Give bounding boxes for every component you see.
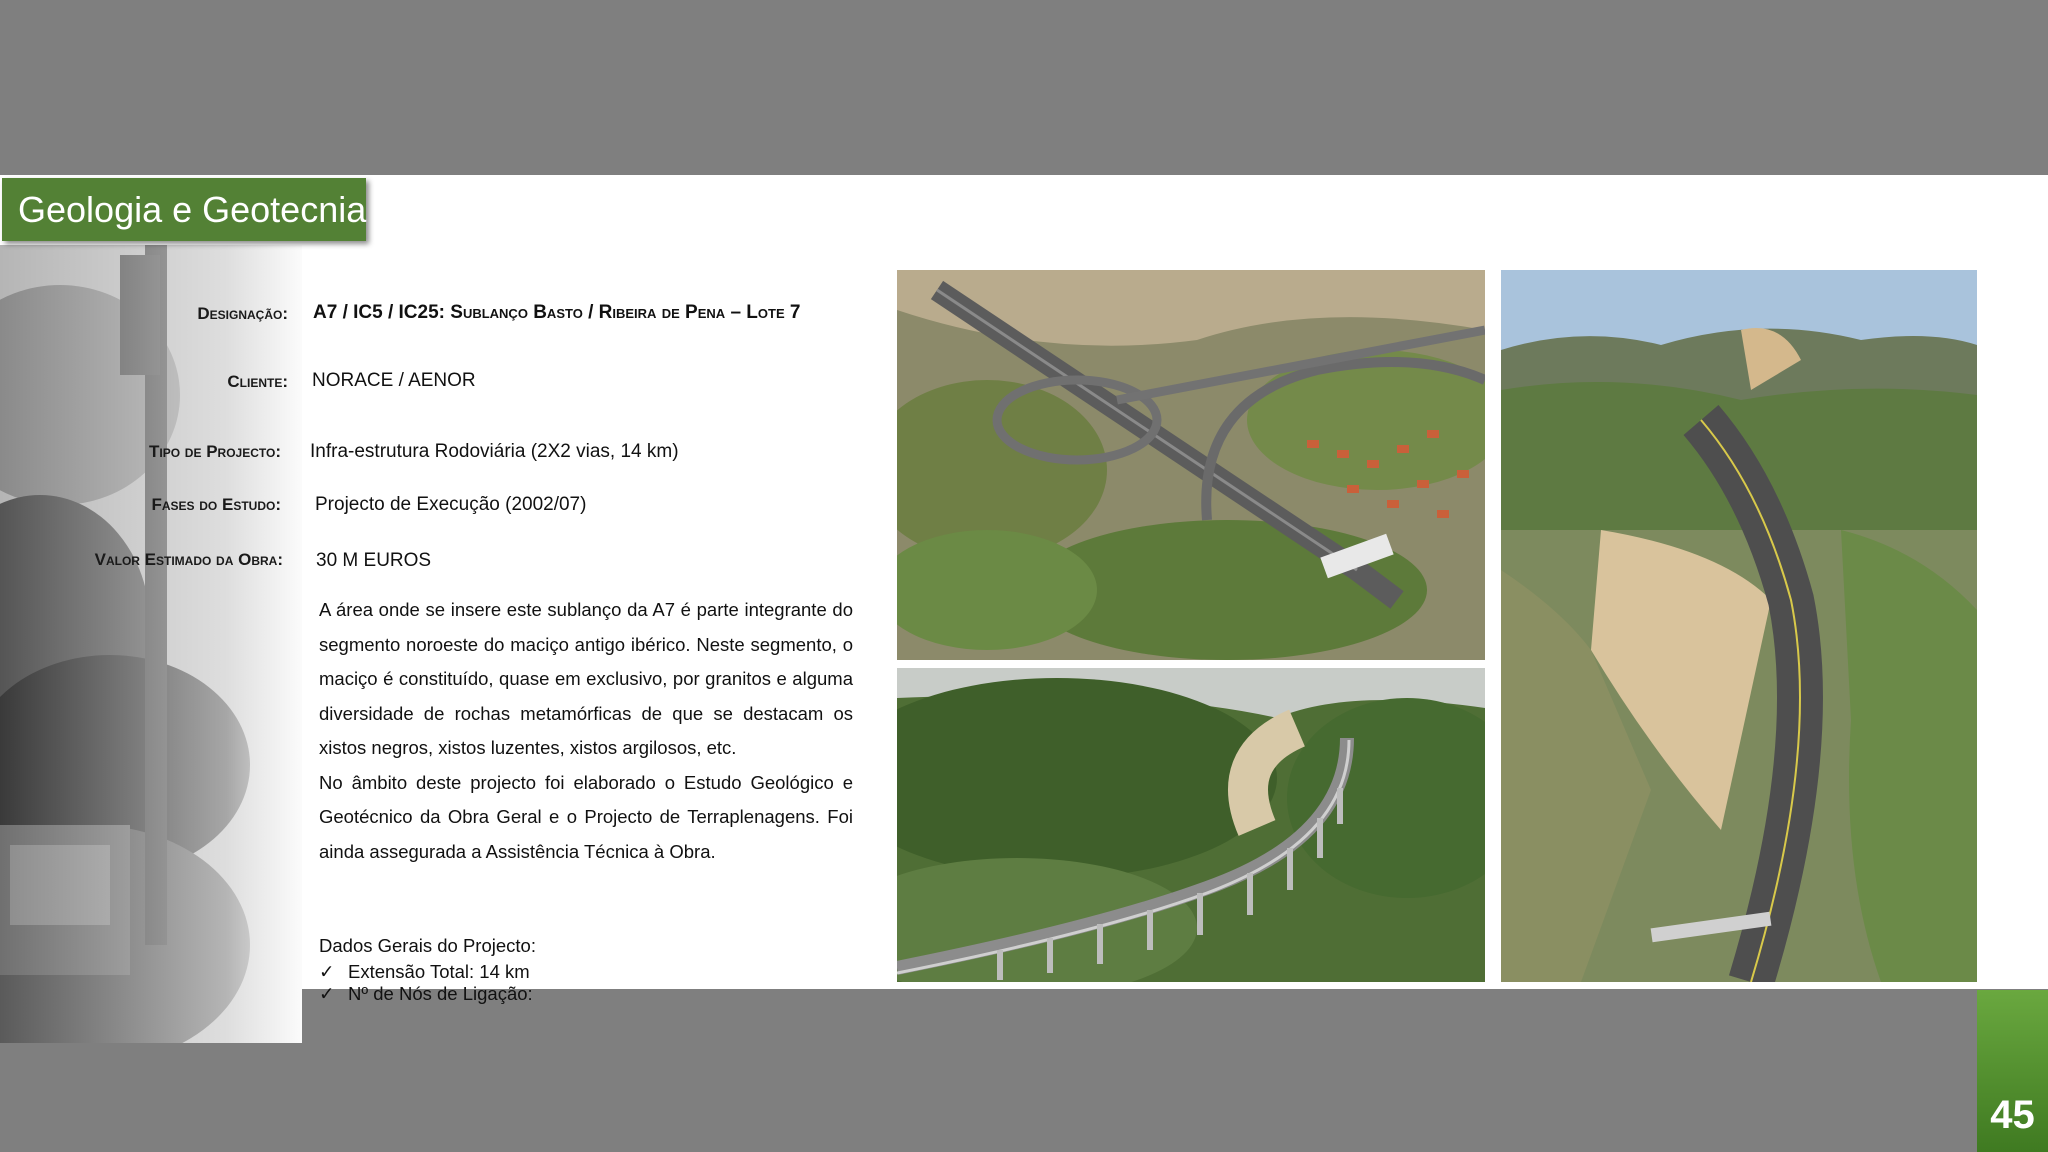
- field-value-tipo-projecto: Infra-estrutura Rodoviária (2X2 vias, 14 km): [310, 441, 679, 462]
- field-label-designacao: Designação:: [197, 304, 288, 323]
- highway-cut-slope-photo: [1501, 270, 1977, 982]
- viaduct-forest-photo: [897, 668, 1485, 982]
- field-label-fases-estudo: Fases do Estudo:: [151, 495, 281, 514]
- project-data-list: [319, 935, 536, 1005]
- field-value-cliente: NORACE / AENOR: [312, 370, 476, 391]
- project-description: [319, 593, 853, 869]
- list-item-text: Nº de Nós de Ligação:: [348, 983, 533, 1004]
- list-heading: Dados Gerais do Projecto:: [319, 935, 536, 956]
- check-icon: ✓: [319, 983, 335, 1004]
- field-value-fases-estudo: Projecto de Execução (2002/07): [315, 494, 587, 515]
- description-paragraph-1: A área onde se insere este sublanço da A7 é parte integrante do segmento noroeste do maciço antigo ibérico. Neste segmento, o maciço é constituído, quase em exclusivo, por granitos e alguma diversidade de rochas metamórficas de que se destacam os xistos negros, xistos luzentes, xistos argilosos, etc.: [319, 599, 853, 758]
- field-label-valor-obra: Valor Estimado da Obra:: [94, 550, 283, 569]
- description-paragraph-2: No âmbito deste projecto foi elaborado o Estudo Geológico e Geotécnico da Obra Geral e o Projecto de Terraplenagens. Foi ainda assegurada a Assistência Técnica à Obra.: [319, 771, 853, 862]
- interchange-aerial-photo: [897, 270, 1485, 660]
- list-item: [319, 961, 536, 983]
- field-label-cliente: Cliente:: [227, 372, 288, 391]
- field-value-designacao: A7 / IC5 / IC25: Sublanço Basto / Ribeira de Pena – Lote 7: [313, 302, 801, 323]
- section-title: Geologia e Geotecnia: [2, 178, 366, 241]
- page-number: 45: [1990, 1093, 2035, 1137]
- field-label-tipo-projecto: Tipo de Projecto:: [149, 442, 281, 461]
- field-value-valor-obra: 30 M EUROS: [316, 550, 432, 571]
- drilling-rig-photo: [0, 245, 302, 1043]
- check-icon: ✓: [319, 961, 335, 982]
- list-item: [319, 983, 536, 1005]
- list-item-text: Extensão Total: 14 km: [348, 961, 530, 982]
